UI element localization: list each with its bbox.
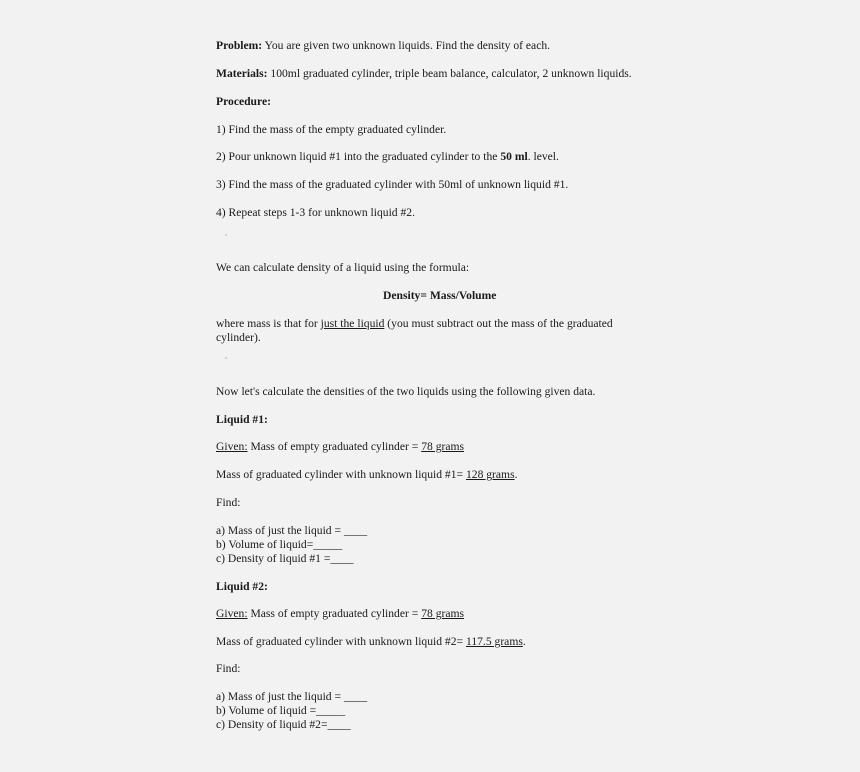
procedure-heading: Procedure: xyxy=(216,95,271,108)
liquid2-given xyxy=(216,607,464,621)
step2-pre: 2) Pour unknown liquid #1 into the graduated cylinder to the xyxy=(216,150,501,163)
liquid1-mass xyxy=(216,468,518,482)
procedure-step-1: 1) Find the mass of the empty graduated cylinder. xyxy=(216,123,447,136)
problem-line xyxy=(216,39,550,53)
liquid2-mass-end: . xyxy=(522,635,526,648)
note-pre: where mass is that for xyxy=(216,317,321,330)
liquid2-item-b: b) Volume of liquid =_____ xyxy=(216,704,346,717)
stray-dot xyxy=(225,234,227,236)
step2-post: . level. xyxy=(527,150,559,163)
liquid1-mass-text: Mass of graduated cylinder with unknown liquid #1= xyxy=(216,468,466,481)
liquid2-mass-text: Mass of graduated cylinder with unknown liquid #2= xyxy=(216,635,466,648)
liquid2-heading: Liquid #2: xyxy=(216,580,268,593)
note-post: (you must subtract out the mass of the graduated xyxy=(384,317,613,330)
density-formula: Density= Mass/Volume xyxy=(383,289,497,302)
liquid2-mass xyxy=(216,635,526,649)
step2-bold: 50 ml xyxy=(500,150,528,163)
liquid1-mass-value: 128 grams xyxy=(465,468,515,481)
calc-intro: Now let's calculate the densities of the two liquids using the following given data. xyxy=(216,385,596,398)
liquid1-find: Find: xyxy=(216,496,241,509)
formula-intro: We can calculate density of a liquid using the formula: xyxy=(216,261,470,274)
liquid2-item-c: c) Density of liquid #2=____ xyxy=(216,718,351,731)
liquid2-mass-value: 117.5 grams xyxy=(465,635,523,648)
procedure-step-2 xyxy=(216,150,559,164)
liquid2-given-text: Mass of empty graduated cylinder = xyxy=(247,607,422,620)
liquid1-mass-end: . xyxy=(514,468,518,481)
formula-note xyxy=(216,317,613,331)
liquid1-given-label: Given: xyxy=(216,440,248,453)
liquid1-item-b: b) Volume of liquid=_____ xyxy=(216,538,343,551)
liquid2-given-label: Given: xyxy=(216,607,248,620)
liquid1-given-value: 78 grams xyxy=(421,440,465,453)
note-underline: just the liquid xyxy=(320,317,385,330)
liquid1-item-a: a) Mass of just the liquid = ____ xyxy=(216,524,368,537)
liquid1-given xyxy=(216,440,464,454)
liquid2-find: Find: xyxy=(216,662,241,675)
problem-label: Problem: xyxy=(216,39,263,52)
materials-label: Materials: xyxy=(216,67,268,80)
liquid2-item-a: a) Mass of just the liquid = ____ xyxy=(216,690,368,703)
materials-line xyxy=(216,67,632,81)
liquid1-item-c: c) Density of liquid #1 =____ xyxy=(216,552,354,565)
materials-text: 100ml graduated cylinder, triple beam balance, calculator, 2 unknown liquids. xyxy=(267,67,632,80)
liquid2-given-value: 78 grams xyxy=(421,607,465,620)
liquid1-heading: Liquid #1: xyxy=(216,413,268,426)
stray-dot xyxy=(225,357,227,359)
liquid1-given-text: Mass of empty graduated cylinder = xyxy=(247,440,422,453)
problem-text: You are given two unknown liquids. Find the density of each. xyxy=(262,39,551,52)
formula-note-line2: cylinder). xyxy=(216,331,261,344)
procedure-step-3: 3) Find the mass of the graduated cylinder with 50ml of unknown liquid #1. xyxy=(216,178,569,191)
procedure-step-4: 4) Repeat steps 1-3 for unknown liquid #2. xyxy=(216,206,415,219)
